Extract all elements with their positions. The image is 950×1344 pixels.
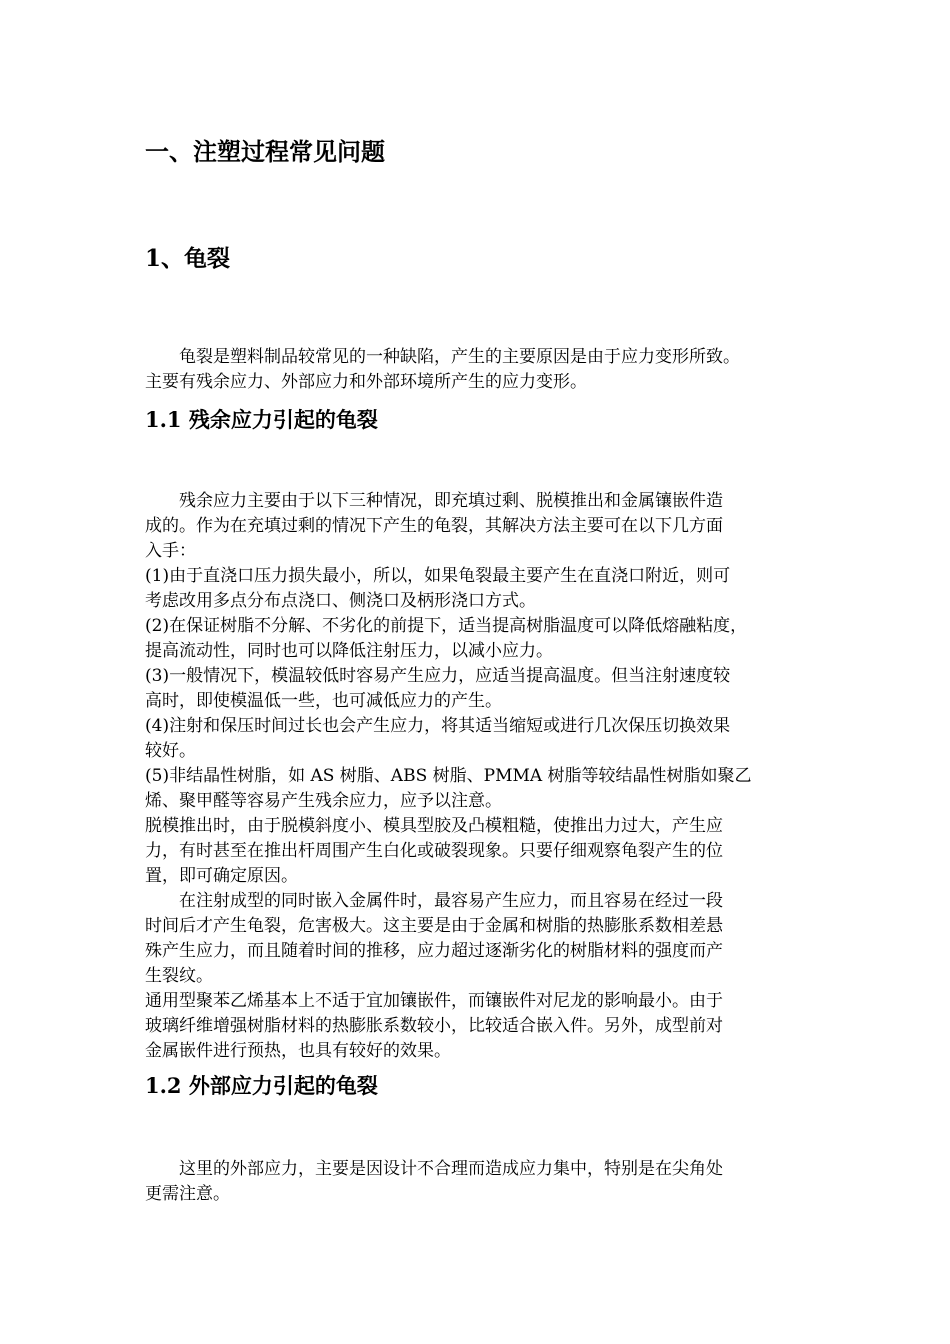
- body-line: 时间后才产生龟裂，危害极大。这主要是由于金属和树脂的热膨胀系数相差悬: [145, 916, 723, 936]
- body-line: 烯、聚甲醛等容易产生残余应力，应予以注意。: [145, 791, 502, 811]
- body-line: 置，即可确定原因。: [145, 866, 298, 886]
- subsection-heading-1-2: 1.2 外部应力引起的龟裂: [145, 1073, 378, 1098]
- intro-line: 龟裂是塑料制品较常见的一种缺陷，产生的主要原因是由于应力变形所致。: [145, 347, 740, 367]
- section-heading: 1、龟裂: [145, 245, 231, 272]
- body-line: 通用型聚苯乙烯基本上不适于宜加镶嵌件，而镶嵌件对尼龙的影响最小。由于: [145, 991, 723, 1011]
- body-line: 在注射成型的同时嵌入金属件时，最容易产生应力，而且容易在经过一段: [145, 891, 723, 911]
- body-line: 成的。作为在充填过剩的情况下产生的龟裂，其解决方法主要可在以下几方面: [145, 516, 723, 536]
- body-line: (1)由于直浇口压力损失最小，所以，如果龟裂最主要产生在直浇口附近，则可: [145, 566, 731, 586]
- body-line: 这里的外部应力，主要是因设计不合理而造成应力集中，特别是在尖角处: [145, 1159, 723, 1179]
- body-line: 更需注意。: [145, 1184, 230, 1204]
- body-line: 较好。: [145, 741, 196, 761]
- body-line: (4)注射和保压时间过长也会产生应力，将其适当缩短或进行几次保压切换效果: [145, 716, 731, 736]
- body-line: 高时，即使模温低一些，也可减低应力的产生。: [145, 691, 502, 711]
- body-line: 提高流动性，同时也可以降低注射压力，以减小应力。: [145, 641, 553, 661]
- intro-line: 主要有残余应力、外部应力和外部环境所产生的应力变形。: [145, 372, 587, 392]
- body-line: 脱模推出时，由于脱模斜度小、模具型胶及凸模粗糙，使推出力过大，产生应: [145, 816, 723, 836]
- body-line: 力，有时甚至在推出杆周围产生白化或破裂现象。只要仔细观察龟裂产生的位: [145, 841, 723, 861]
- body-line: 残余应力主要由于以下三种情况，即充填过剩、脱模推出和金属镶嵌件造: [145, 491, 723, 511]
- body-line: 入手：: [145, 541, 196, 561]
- main-heading: 一、注塑过程常见问题: [145, 137, 385, 166]
- body-line: 考虑改用多点分布点浇口、侧浇口及柄形浇口方式。: [145, 591, 536, 611]
- body-line: 玻璃纤维增强树脂材料的热膨胀系数较小，比较适合嵌入件。另外，成型前对: [145, 1016, 723, 1036]
- body-line: 殊产生应力，而且随着时间的推移，应力超过逐渐劣化的树脂材料的强度而产: [145, 941, 723, 961]
- subsection-heading-1-1: 1.1 残余应力引起的龟裂: [145, 407, 378, 432]
- body-line: 生裂纹。: [145, 966, 213, 986]
- body-line: 金属嵌件进行预热，也具有较好的效果。: [145, 1041, 451, 1061]
- body-line: (5)非结晶性树脂，如 AS 树脂、ABS 树脂、PMMA 树脂等较结晶性树脂如聚乙: [145, 766, 752, 786]
- body-line: (2)在保证树脂不分解、不劣化的前提下，适当提高树脂温度可以降低熔融粘度，: [145, 616, 748, 636]
- body-line: (3)一般情况下，模温较低时容易产生应力，应适当提高温度。但当注射速度较: [145, 666, 731, 686]
